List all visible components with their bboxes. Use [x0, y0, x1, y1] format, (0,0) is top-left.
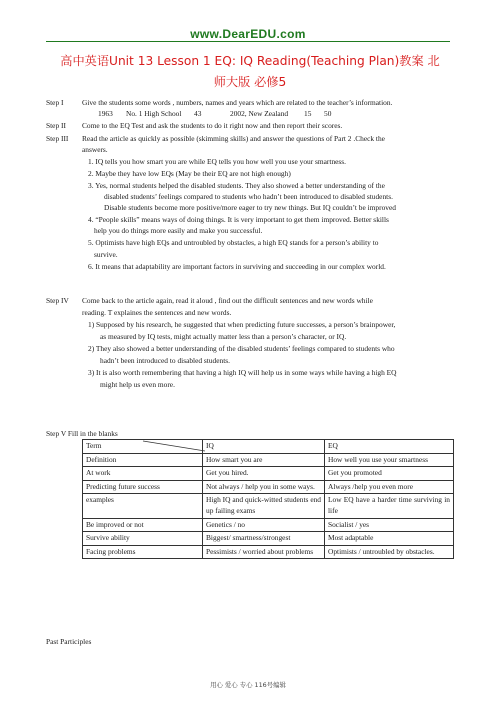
table-cell: Be improved or not	[83, 518, 203, 532]
step-1-item: 50	[324, 109, 332, 118]
table-cell: Not always / help you in some ways.	[203, 480, 325, 494]
table-header-cell: EQ	[325, 440, 454, 454]
table-cell: Pessimists / worried about problems	[203, 545, 325, 559]
answer-line: survive.	[94, 250, 118, 259]
sentence-line: 1) Supposed by his research, he suggested that when predicting future successes, a person’s brainpower,	[88, 320, 396, 329]
table-cell: Definition	[83, 453, 203, 467]
table-cell: Facing problems	[83, 545, 203, 559]
step-1-item: 43	[194, 109, 202, 118]
step-4-text: Come back to the article again, read it aloud , find out the difficult sentences and new words while	[82, 296, 373, 305]
diagonal-divider	[83, 440, 209, 452]
sentence-line: 2) They also showed a better understanding of the disabled students’ feelings compared to students who	[88, 344, 395, 353]
table-row	[83, 545, 454, 559]
step-2-label: Step II	[46, 121, 66, 130]
step-1-item: 15	[304, 109, 312, 118]
table-cell: How well you use your smartness	[325, 453, 454, 467]
table-header-term: Term	[86, 441, 102, 450]
table-header-row	[83, 440, 454, 454]
sentence-line: hadn’t been introduced to disabled students.	[100, 356, 230, 365]
table-cell: Biggest/ smartness/strongest	[203, 532, 325, 546]
answer-line: help you do things more easily and make you successful.	[94, 226, 263, 235]
step-1-label: Step I	[46, 98, 64, 107]
step-3-text: answers.	[82, 145, 108, 154]
table-cell: Get you promoted	[325, 467, 454, 481]
table-cell: Get you hired.	[203, 467, 325, 481]
table-cell: Predicting future success	[83, 480, 203, 494]
document-title	[40, 51, 460, 93]
answer-line: 6. It means that adaptability are important factors in surviving and succeeding in our complex world.	[88, 262, 386, 271]
step-1-item: 2002, New Zealand	[230, 109, 289, 118]
answer-line: disabled students’ feelings compared to students who hadn’t been introduced to disabled students.	[104, 192, 393, 201]
title-line-2: 师大版 必修5	[213, 75, 287, 89]
table-cell: Always /help you even more	[325, 480, 454, 494]
table-row	[83, 453, 454, 467]
answer-line: 4. “People skills” means ways of doing things. It is very important to get them improved. Better skills	[88, 215, 389, 224]
table-cell: How smart you are	[203, 453, 325, 467]
table-cell: Low EQ have a harder time surviving in life	[325, 494, 454, 518]
step-3-label: Step III	[46, 134, 69, 143]
sentence-line: 3) It is also worth remembering that having a high IQ will help us in some ways while having a high EQ	[88, 368, 397, 377]
table-row	[83, 494, 454, 518]
sentence-line: might help us even more.	[100, 380, 175, 389]
answer-line: 2. Maybe they have low EQs (May be their EQ are not high enough)	[88, 169, 291, 178]
table-header-cell: IQ	[203, 440, 325, 454]
table-cell: High IQ and quick-witted students end up failing exams	[203, 494, 325, 518]
step-2-text: Come to the EQ Test and ask the students to do it right now and then report their scores.	[82, 121, 343, 130]
table-cell: Most adaptable	[325, 532, 454, 546]
header-divider	[46, 41, 450, 42]
table-cell: Survive ability	[83, 532, 203, 546]
table-row	[83, 467, 454, 481]
page-footer: 用心 爱心 专心 116号编辑	[210, 681, 286, 689]
answer-line: 5. Optimists have high EQs and untroubled by obstacles, a high EQ stands for a person’s ability to	[88, 238, 379, 247]
step-1-text: Give the students some words , numbers, names and years which are related to the teacher’s information.	[82, 98, 393, 107]
table-cell: examples	[83, 494, 203, 518]
step-1-item: No. 1 High School	[126, 109, 182, 118]
sentence-line: as measured by IQ tests, might actually matter less than a person’s character, or IQ.	[100, 332, 347, 341]
table-row	[83, 480, 454, 494]
table-row	[83, 518, 454, 532]
step-1-item: 1963	[98, 109, 113, 118]
fill-in-table	[82, 439, 454, 559]
answer-line: 1. IQ tells you how smart you are while EQ tells you how well you use your smartness.	[88, 157, 347, 166]
site-url: www.DearEDU.com	[190, 27, 306, 41]
step-3-text: Read the article as quickly as possible (skimming skills) and answer the questions of Part 2 .Check the	[82, 134, 385, 143]
answer-line: 3. Yes, normal students helped the disabled students. They also showed a better understanding of the	[88, 181, 385, 190]
past-participles-heading: Past Participles	[46, 637, 92, 646]
title-line-1: 高中英语Unit 13 Lesson 1 EQ: IQ Reading(Teaching Plan)教案 北	[60, 54, 440, 68]
table-cell: Socialist / yes	[325, 518, 454, 532]
step-4-text: reading. T explaines the sentences and new words.	[82, 308, 232, 317]
table-cell: At work	[83, 467, 203, 481]
table-header-cell	[83, 440, 203, 454]
answer-line: Disable students become more positive/more eager to try new things. But IQ couldn’t be improved	[104, 203, 396, 212]
step-5-label: Step V Fill in the blanks	[46, 429, 118, 438]
table-row	[83, 532, 454, 546]
table-cell: Optimists / untroubled by obstacles.	[325, 545, 454, 559]
step-4-label: Step IV	[46, 296, 69, 305]
table-cell: Genetics / no	[203, 518, 325, 532]
